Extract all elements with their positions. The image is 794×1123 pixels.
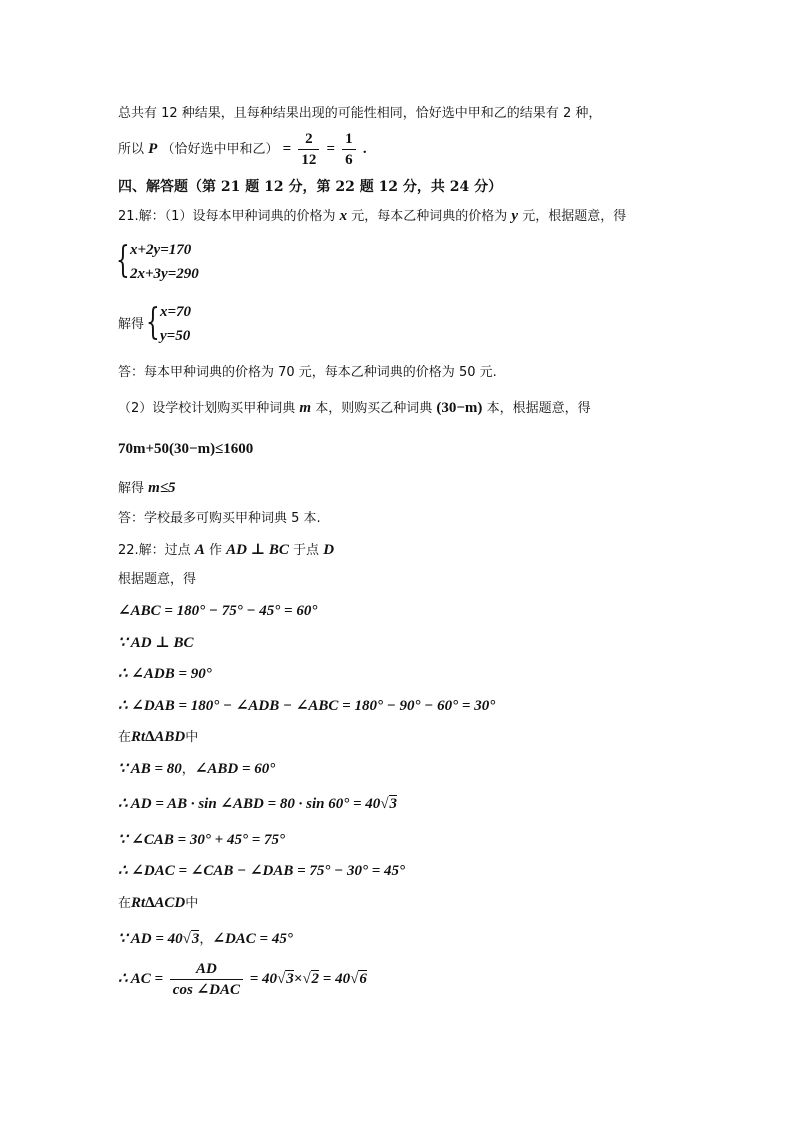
q21-part2 (118, 399, 591, 418)
expr-30-minus-m: (30−m) (436, 400, 483, 416)
according-text: 根据题意，得 (118, 572, 197, 587)
section-heading: 四、解答题（第 21 题 12 分，第 22 题 12 分，共 24 分） (118, 179, 503, 195)
period: . (362, 141, 367, 157)
sqrt-symbol: √ (380, 796, 389, 812)
triangle-acd: Rt∆ACD (131, 895, 186, 911)
step-angle-cab: ∵ ∠CAB = 30° + 45° = 75° (118, 832, 286, 848)
step-angle-dac: ∴ ∠DAC = ∠CAB − ∠DAB = 75° − 30° = 45° (118, 863, 406, 879)
var-y: y (511, 208, 519, 224)
point-d: D (323, 542, 335, 558)
step-ac-value (118, 960, 367, 999)
sqrt-radicand: 3 (389, 796, 398, 812)
step-angle-dab: ∴ ∠DAB = 180° − ∠ADB − ∠ABC = 180° − 90° − 60° = 30° (118, 698, 496, 714)
angle-dac-45: ∠DAC = 45° (212, 931, 293, 947)
prob-prefix: 所以 (118, 142, 145, 157)
in-label-2: 在 (118, 896, 132, 911)
fraction-ad-cos (170, 960, 243, 999)
q21-intro-a: 21.解：（1）设每本甲种词典的价格为 (118, 209, 336, 224)
system2-eq1: x=70 (160, 304, 192, 320)
triangle-abd: Rt∆ABD (131, 729, 186, 745)
fraction-denominator: 6 (345, 152, 353, 168)
q22-intro-b: 作 (208, 543, 222, 558)
in-triangle-acd (118, 894, 198, 913)
step-ad-given (118, 930, 293, 949)
step-ad-value (118, 795, 397, 813)
ad-equals: ∵ AD = 40 (118, 931, 183, 947)
part2-a: （2）设学校计划购买甲种词典 (118, 401, 296, 416)
solve2-label: 解得 (118, 481, 145, 496)
var-m: m (299, 400, 312, 416)
system1-eq2: 2x+3y=290 (130, 266, 199, 282)
system2-eq2: y=50 (160, 328, 191, 344)
eq-40-b: = 40 (322, 970, 351, 987)
step-angle-abc: ∠ABC = 180° − 75° − 45° = 60° (118, 603, 318, 619)
sqrt-symbol-2: √ (182, 931, 191, 947)
prob-symbol: P (148, 141, 158, 157)
q21-intro-b: 元，每本乙种词典的价格为 (351, 209, 508, 224)
sqrt-symbol-3: √ (277, 970, 286, 987)
fraction-1-6 (342, 130, 356, 169)
sqrt-radicand-2: 3 (191, 931, 200, 947)
prob-event: （恰好选中甲和乙） (161, 142, 279, 157)
part2-c: 本，根据题意，得 (486, 401, 591, 416)
eq-40: = 40 (249, 970, 278, 987)
fraction-2-12 (298, 130, 319, 169)
probability-line (118, 130, 367, 169)
solve-label: 解得 (118, 317, 145, 332)
fraction-denominator: cos ∠DAC (172, 982, 240, 998)
paragraph-total-results: 总共有 12 种结果，且每种结果出现的可能性相同，恰好选中甲和乙的结果有 2 种， (118, 106, 602, 121)
ab-equals-80: ∵ AB = 80 (118, 761, 182, 777)
var-x: x (339, 208, 348, 224)
times-sign: × (293, 970, 303, 987)
in-suffix-2: 中 (185, 896, 199, 911)
part2-b: 本，则购买乙种词典 (315, 401, 433, 416)
fraction-numerator: 1 (342, 130, 356, 150)
point-a: A (194, 542, 205, 558)
q21-intro (118, 207, 626, 226)
fraction-denominator: 12 (301, 152, 317, 168)
q22-intro-a: 22.解：过点 (118, 543, 191, 558)
perpendicular-statement: AD ⊥ BC (226, 542, 289, 558)
separator-2: ， (199, 932, 213, 947)
in-label: 在 (118, 730, 132, 745)
inequality: 70m+50(30−m)≤1600 (118, 441, 254, 457)
q22-intro-c: 于点 (293, 543, 320, 558)
q21-answer-1: 答：每本甲种词典的价格为 70 元，每本乙种词典的价格为 50 元. (118, 365, 497, 380)
brace-system-2: { (146, 302, 160, 343)
q21-answer-2: 答：学校最多可购买甲种词典 5 本. (118, 511, 321, 526)
q22-intro (118, 541, 334, 560)
angle-abd-60: ∠ABD = 60° (194, 761, 276, 777)
fraction-numerator: AD (170, 960, 243, 980)
sqrt-radicand-3: 3 (286, 970, 294, 987)
ac-prefix: ∴ AC = (118, 970, 164, 987)
in-suffix: 中 (185, 730, 199, 745)
sqrt-radicand-5: 6 (359, 970, 367, 987)
step-angle-adb: ∴ ∠ADB = 90° (118, 666, 212, 682)
separator: ， (181, 762, 195, 777)
in-triangle-abd (118, 728, 198, 747)
sqrt-symbol-4: √ (302, 970, 311, 987)
step-because-perp: ∵ AD ⊥ BC (118, 635, 194, 651)
sqrt-symbol-5: √ (350, 970, 359, 987)
system1-eq1: x+2y=170 (130, 242, 192, 258)
equals-sign-2: = (326, 141, 336, 157)
solve2-result: m≤5 (148, 480, 176, 496)
brace-system-1: { (116, 240, 130, 281)
q21-intro-c: 元，根据题意，得 (522, 209, 627, 224)
ad-expression: ∴ AD = AB · sin ∠ABD = 80 · sin 60° = 40 (118, 796, 381, 812)
sqrt-radicand-4: 2 (311, 970, 320, 987)
step-ab-given (118, 760, 275, 779)
fraction-numerator: 2 (298, 130, 319, 150)
equals-sign: = (282, 141, 292, 157)
solve2-line (118, 479, 176, 498)
